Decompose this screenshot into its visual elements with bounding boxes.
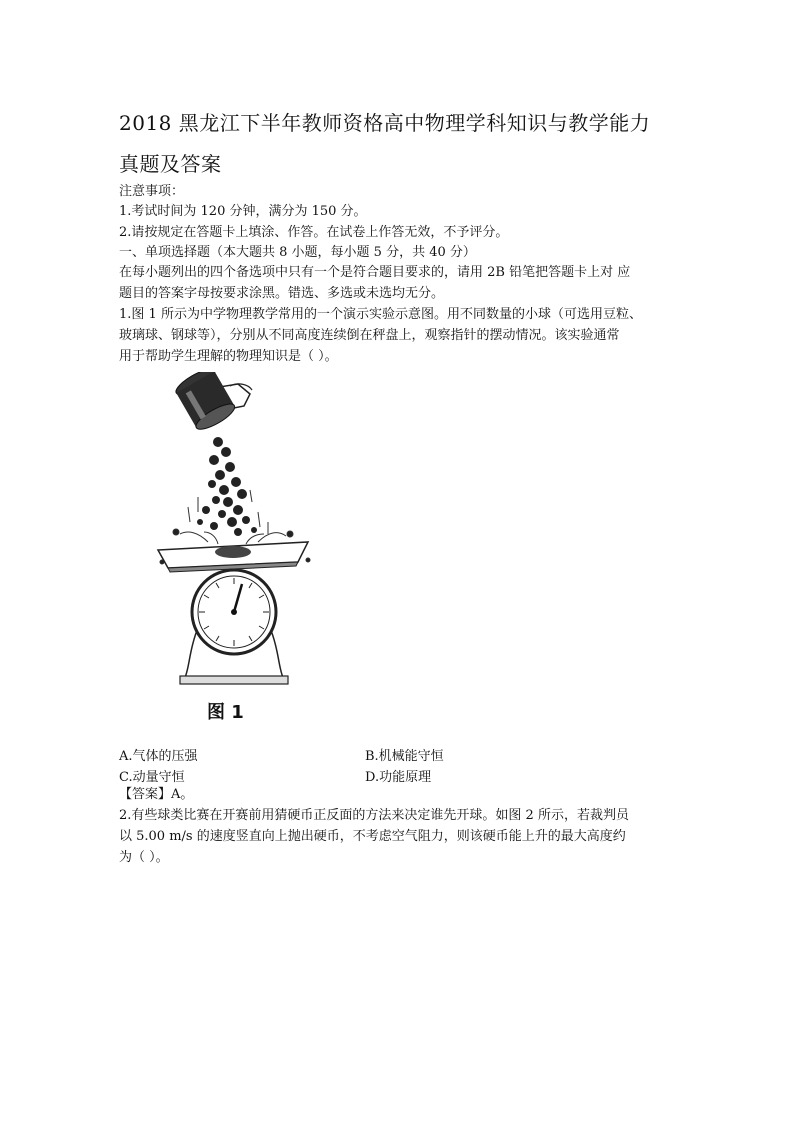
notice-item-2: 2.请按规定在答题卡上填涂、作答。在试卷上作答无效，不予评分。 bbox=[119, 225, 509, 240]
notice-item-1: 1.考试时间为 120 分钟，满分为 150 分。 bbox=[119, 204, 367, 219]
figure-1-scale-experiment bbox=[118, 372, 348, 730]
falling-balls bbox=[197, 437, 257, 536]
question-2-text-line-3: 为（ ）。 bbox=[119, 850, 169, 865]
q1-option-c: C.动量守恒 bbox=[119, 770, 185, 785]
question-2-text-line-2: 以 5.00 m/s 的速度竖直向上抛出硬币，不考虑空气阻力，则该硬币能上升的最大高度约 bbox=[119, 829, 626, 844]
section-heading: 一、单项选择题（本大题共 8 小题，每小题 5 分，共 40 分） bbox=[119, 245, 476, 260]
scale-body bbox=[180, 570, 288, 684]
instruction-line-1: 在每小题列出的四个备选项中只有一个是符合题目要求的，请用 2B 铅笔把答题卡上对 应 bbox=[119, 265, 631, 280]
motion-streaks bbox=[188, 490, 268, 534]
question-1-text-line-3: 用于帮助学生理解的物理知识是（ ）。 bbox=[119, 349, 338, 364]
document-title-line1: 2018 黑龙江下半年教师资格高中物理学科知识与教学能力 bbox=[119, 111, 651, 135]
notice-heading: 注意事项： bbox=[119, 184, 185, 199]
question-1-text-line-1: 1.图 1 所示为中学物理教学常用的一个演示实验示意图。用不同数量的小球（可选用豆粒、 bbox=[119, 307, 642, 322]
q1-option-b: B.机械能守恒 bbox=[365, 749, 444, 764]
question-1-text-line-2: 玻璃球、钢球等），分别从不同高度连续倒在秤盘上，观察指针的摆动情况。该实验通常 bbox=[119, 328, 620, 343]
pouring-cup bbox=[173, 372, 238, 434]
document-title-line2: 真题及答案 bbox=[119, 152, 222, 176]
q1-option-a: A.气体的压强 bbox=[119, 749, 198, 764]
instruction-line-2: 题目的答案字母按要求涂黑。错选、多选或未选均无分。 bbox=[119, 286, 445, 301]
question-2-text-line-1: 2.有些球类比赛在开赛前用猜硬币正反面的方法来决定谁先开球。如图 2 所示，若裁判员 bbox=[119, 808, 629, 823]
q1-option-d: D.功能原理 bbox=[365, 770, 432, 785]
q1-answer: 【答案】A。 bbox=[119, 787, 194, 802]
figure-1-caption: 图 1 bbox=[207, 702, 244, 723]
